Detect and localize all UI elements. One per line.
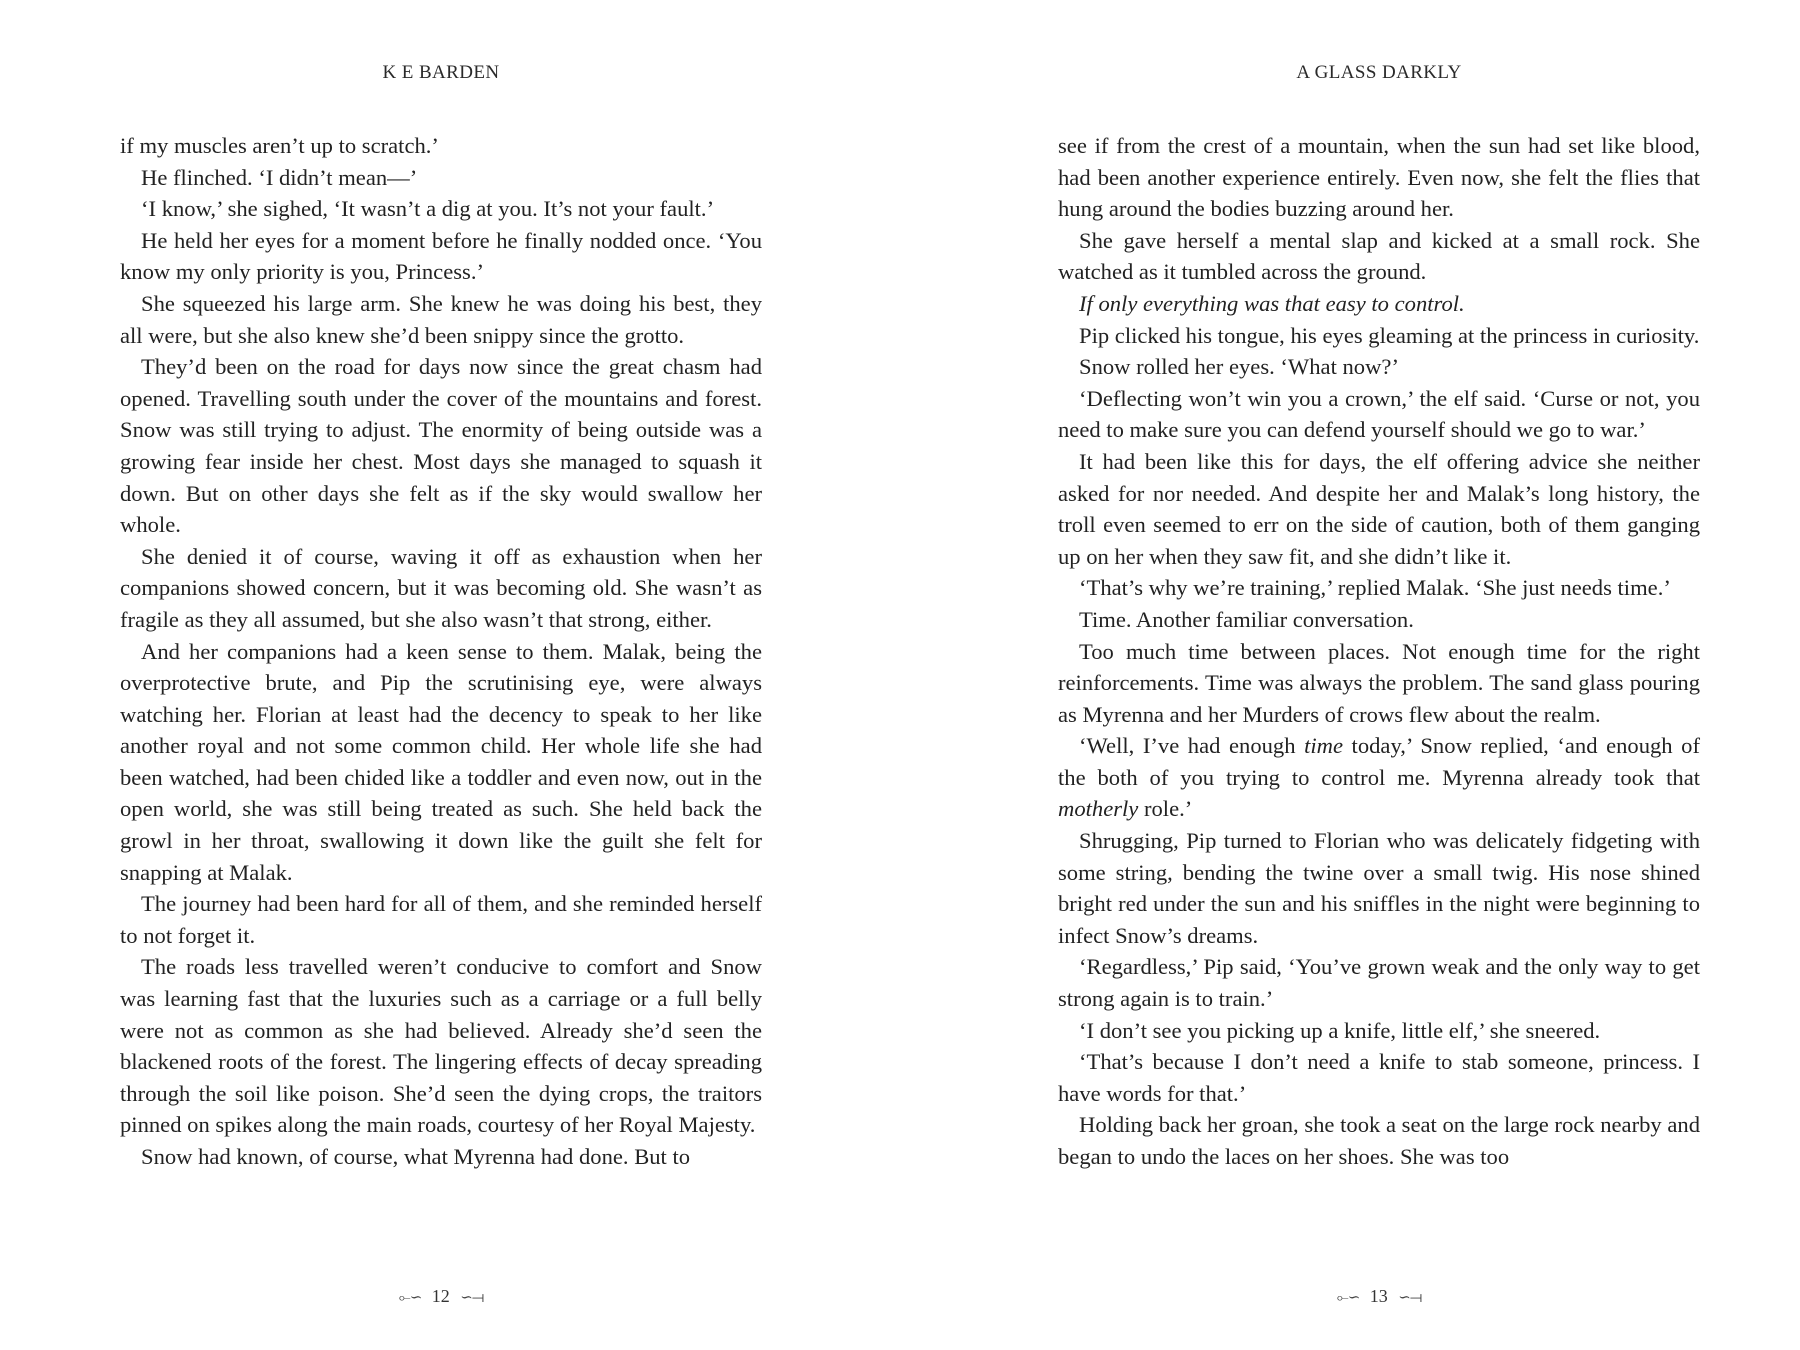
left-page [120,0,762,1350]
text-run: today,’ Snow replied, ‘and enough of the both of you trying to control me. Myrenna already took that [1058,733,1700,790]
paragraph [1058,636,1700,731]
text-run: Holding back her groan, she took a seat on the large rock nearby and began to undo the laces on her shoes. She was too [1058,1112,1700,1169]
right-page-text [1058,130,1700,1173]
paragraph [1058,825,1700,951]
ornament-right-icon: ∽⟞ [460,1290,484,1306]
paragraph: He held her eyes for a moment before he finally nodded once. ‘You know my only priority is you, Princess.’ [120,227,762,285]
text-run: ‘I don’t see you picking up a knife, little elf,’ she sneered. [1079,1017,1601,1043]
paragraph: She squeezed his large arm. She knew he was doing his best, they all were, but she also knew she’d been snippy since the grotto. [120,290,762,348]
text-run: ‘Well, I’ve had enough [1079,733,1305,759]
text-run: ‘Regardless,’ Pip said, ‘You’ve grown weak and the only way to get strong again is to train.’ [1058,954,1700,1012]
paragraph: The journey had been hard for all of them, and she reminded herself to not forget it. [120,891,762,948]
paragraph [1058,1015,1700,1047]
page-number-right [1058,1286,1700,1307]
text-run: Pip clicked his tongue, his eyes gleaming at the princess in curiosity. [1079,322,1700,348]
paragraph: She denied it of course, waving it off as exhaustion when her companions showed concern, but it was becoming old. She wasn’t as fragile as they all assumed, but she also wasn’t that strong, either. [120,543,762,632]
text-run: see if from the crest of a mountain, when the sun had set like blood, had been another experience entirely. Even now, she felt the flies that hung around the bodies buzzing around her. [1058,133,1700,222]
paragraph [1058,320,1700,352]
paragraph: Snow had known, of course, what Myrenna had done. But to [141,1144,691,1169]
ornament-left-icon: ⟜∽ [398,1290,422,1306]
paragraph [1058,225,1700,288]
text-run: It had been like this for days, the elf offering advice she neither asked for nor needed. And despite her and Malak’s long history, the troll even seemed to err on the side of caution, both of them ganging up on her when they saw fit, and she didn’t like it. [1058,448,1700,569]
text-run: Time. Another familiar conversation. [1079,606,1414,632]
page-number: 12 [431,1286,450,1306]
text-run: ‘Deflecting won’t win you a crown,’ the elf said. ‘Curse or not, you need to make sure you can defend yourself should we go to war.’ [1058,385,1700,443]
paragraph [1058,1109,1700,1172]
italic-text: time [1304,733,1343,759]
text-run: She gave herself a mental slap and kicked at a small rock. She watched as it tumbled across the ground. [1058,227,1700,285]
right-page [1058,0,1700,1350]
running-head-title: A GLASS DARKLY [1296,62,1462,83]
text-run: Shrugging, Pip turned to Florian who was delicately fidgeting with some string, bending the twine over a small twig. His nose shined bright red under the sun and his sniffles in the night were beginning to infect Snow’s dreams. [1058,828,1700,948]
italic-text: motherly [1058,796,1139,822]
italic-text: If only everything was that easy to control. [1079,290,1465,316]
paragraph [1058,130,1700,225]
text-run: Too much time between places. Not enough time for the right reinforcements. Time was always the problem. The sand glass pouring as Myrenna and her Murders of crows flew about the realm. [1058,638,1700,727]
paragraph: if my muscles aren’t up to scratch.’ [120,133,439,158]
text-run: ‘That’s because I don’t need a knife to stab someone, princess. I have words for that.’ [1058,1049,1700,1106]
paragraph: He flinched. ‘I didn’t mean—’ [141,164,418,190]
paragraph [1058,572,1700,604]
text-run: Snow rolled her eyes. ‘What now?’ [1079,354,1399,380]
paragraph: They’d been on the road for days now since the great chasm had opened. Travelling south under the cover of the mountains and forest. Snow was still trying to adjust. The enormity of being outside was a growing fear inside her chest. Most days she managed to squash it down. But on other days she felt as if the sky would swallow her whole. [120,354,762,538]
paragraph [1058,383,1700,446]
paragraph: The roads less travelled weren’t conducive to comfort and Snow was learning fast that the luxuries such as a carriage or a full belly were not as common as she had believed. Already she’d seen the blackened roots of the forest. The lingering effects of decay spreading through the soil like poison. She’d seen the dying crops, the traitors pinned on spikes along the main roads, courtesy of her Royal Majesty. [120,954,762,1138]
paragraph [1058,951,1700,1014]
paragraph [1058,351,1700,383]
text-run: role.’ [1138,796,1193,822]
ornament-right-icon: ∽⟞ [1398,1290,1422,1306]
paragraph [1058,730,1700,825]
page-number-left [120,1286,762,1307]
paragraph: ‘I know,’ she sighed, ‘It wasn’t a dig at you. It’s not your fault.’ [141,196,715,222]
page-number: 13 [1369,1286,1388,1306]
running-head-author: K E BARDEN [382,62,500,83]
paragraph [1058,1046,1700,1109]
ornament-left-icon: ⟜∽ [1336,1290,1360,1306]
paragraph [1058,604,1700,636]
paragraph: And her companions had a keen sense to them. Malak, being the overprotective brute, and Pip the scrutinising eye, were always watching her. Florian at least had the decency to speak to her like another royal and not some common child. Her whole life she had been watched, had been chided like a toddler and even now, out in the open world, she was still being treated as such. She held back the growl in her throat, swallowing it down like the guilt she felt for snapping at Malak. [120,638,762,885]
left-page-text [120,130,762,1173]
text-run: ‘That’s why we’re training,’ replied Malak. ‘She just needs time.’ [1079,575,1671,601]
paragraph [1058,446,1700,572]
paragraph [1058,288,1700,320]
